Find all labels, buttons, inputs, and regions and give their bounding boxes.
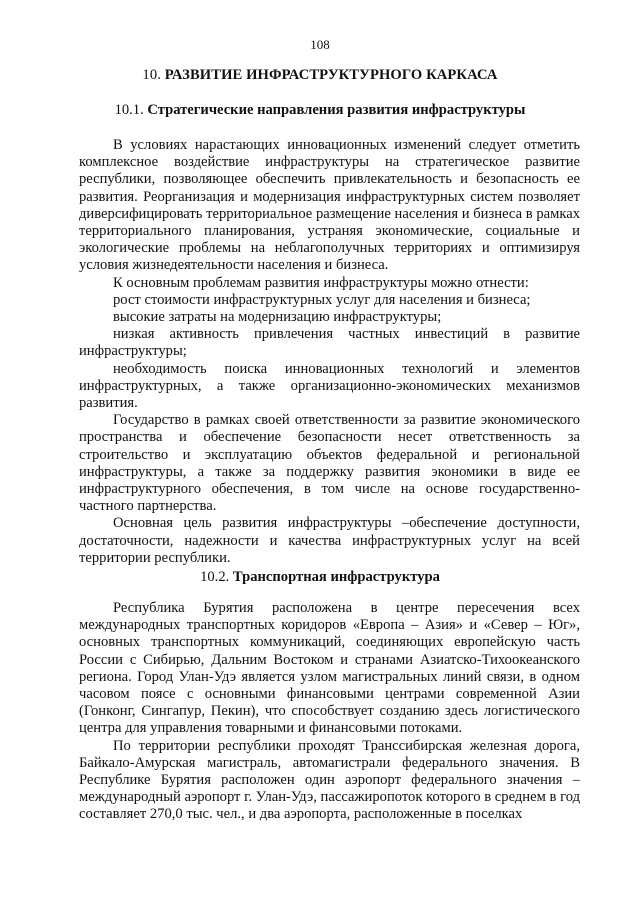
paragraph: В условиях нарастающих инновационных изменений следует отметить комплексное воздействие инфраструктуры на стратегическое развитие республики, позволяющее обеспечить привлекательность и безопасность ее развития. Реорганизация и модернизация инфраструктурных систем позволяет диверсифицировать территориальное размещение населения и бизнеса в рамках территориального планирования, устраняя экономические, социальные и экологические проблемы на неблагополучных территориях и оптимизируя условия жизнедеятельности населения и бизнеса. <box>79 137 580 274</box>
chapter-title <box>0 67 640 84</box>
chapter-title-text: РАЗВИТИЕ ИНФРАСТРУКТУРНОГО КАРКАСА <box>164 67 498 83</box>
paragraph: Государство в рамках своей ответственности за развитие экономического пространства и обеспечение безопасности несет ответственность за строительство и эксплуатацию объектов федеральной и региональной инфраструктуры, а также за поддержку развития экономики в виде ее инфраструктурного обеспечения, в том числе на основе государственно-частного партнерства. <box>79 412 580 515</box>
section-title-text: Транспортная инфраструктура <box>232 569 440 585</box>
paragraph: По территории республики проходят Транссибирская железная дорога, Байкало-Амурская магистраль, автомагистрали федерального значения. В Республике Бурятия расположен один аэропорт федерального значения – международный аэропорт г. Улан-Удэ, пассажиропоток которого в среднем в год составляет 270,0 тыс. чел., и два аэропорта, расположенные в поселках <box>79 737 580 823</box>
section-title-text: Стратегические направления развития инфраструктуры <box>147 102 526 118</box>
list-item: необходимость поиска инновационных технологий и элементов инфраструктурных, а также организационно-экономических механизмов развития. <box>79 360 580 412</box>
paragraph: Основная цель развития инфраструктуры –обеспечение доступности, достаточности, надежности и качества инфраструктурных услуг на всей территории республики. <box>79 515 580 566</box>
paragraph: К основным проблемам развития инфраструктуры можно отнести: <box>113 274 529 291</box>
section-title-10-2 <box>0 569 640 586</box>
section-10-1-body <box>79 137 580 567</box>
section-10-2-body <box>79 600 580 824</box>
paragraph: Республика Бурятия расположена в центре пересечения всех международных транспортных коридоров «Европа – Азия» и «Север – Юг», основных транспортных коммуникаций, соединяющих европейскую часть России с Сибирью, Дальним Востоком и странами Азиатско-Тихоокеанского региона. Город Улан-Удэ является узлом магистральных линий связи, в одном часовом поясе с основными финансовыми центрами современной Азии (Гонконг, Сингапур, Пекин), что способствует созданию здесь логистического центра для управления товарными и финансовыми потоками. <box>79 600 580 737</box>
section-number: 10.1. <box>114 102 144 118</box>
list-item: высокие затраты на модернизацию инфраструктуры; <box>113 309 442 326</box>
list-item: низкая активность привлечения частных инвестиций в развитие инфраструктуры; <box>79 326 580 360</box>
page-number: 108 <box>310 37 330 52</box>
chapter-number: 10. <box>142 67 161 83</box>
section-title-10-1 <box>0 102 640 119</box>
list-item: рост стоимости инфраструктурных услуг для населения и бизнеса; <box>113 291 531 308</box>
section-number: 10.2. <box>200 569 230 585</box>
